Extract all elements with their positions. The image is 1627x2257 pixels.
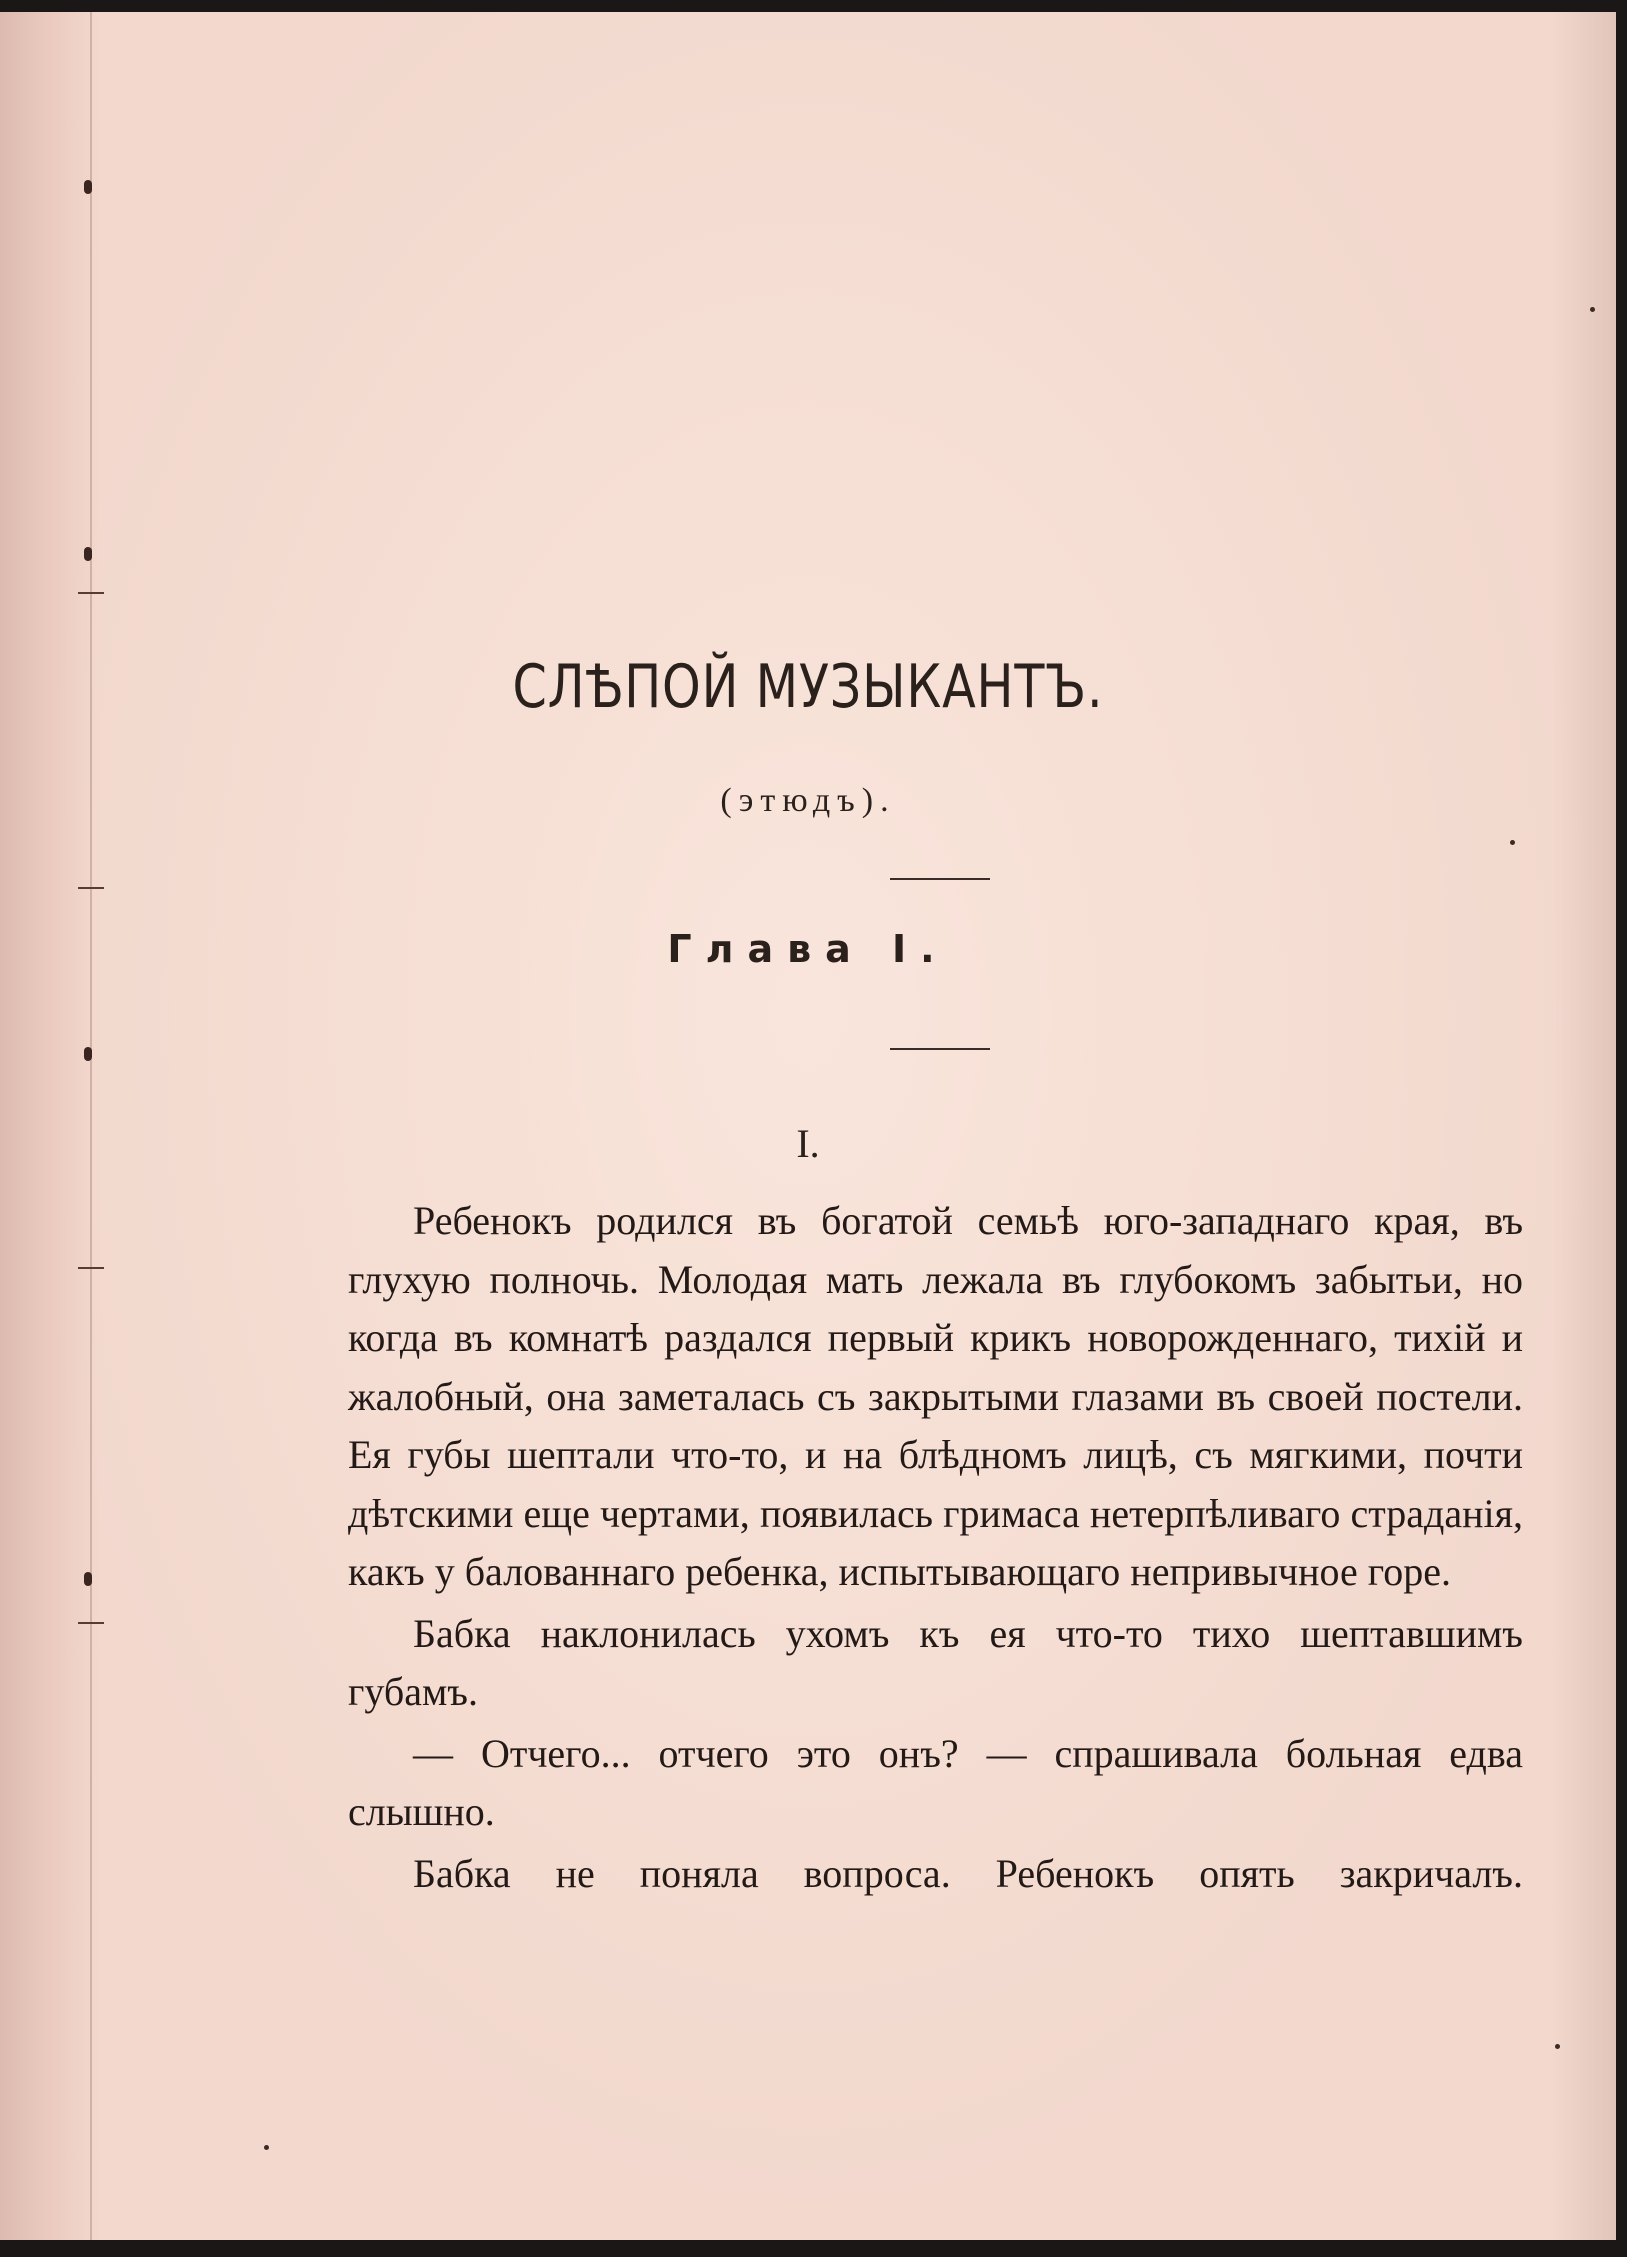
section-number: I. bbox=[796, 1121, 820, 1166]
paragraph: Ребенокъ родился въ богатой семьѣ юго-западнаго края, въ глухую полночь. Молодая мать лежала въ глубокомъ забытьи, но когда въ комнатѣ раздался первый крикъ новорожденнаго, тихій и жалобный, она заметалась съ закрытыми глазами въ своей постели. Ея губы шептали что-то, и на блѣдномъ лицѣ, съ мягкими, почти дѣтскими еще чертами, появилась гримаса нетерпѣливаго страданія, какъ у балованнаго ребенка, испытывающаго непривычное горе. bbox=[348, 1198, 1523, 1594]
body-text bbox=[348, 1192, 1523, 1906]
binding-stitch bbox=[78, 1622, 104, 1624]
page-title: СЛѢПОЙ МУЗЫКАНТЪ. bbox=[512, 652, 1104, 722]
book-page bbox=[0, 12, 1616, 2240]
chapter-heading: Глава I. bbox=[667, 927, 949, 971]
title-divider bbox=[890, 878, 990, 880]
binding-stitch bbox=[78, 1267, 104, 1269]
binding-stitch-mark bbox=[84, 547, 92, 561]
binding-stitch bbox=[78, 592, 104, 594]
chapter-divider bbox=[890, 1048, 990, 1050]
paper-speck bbox=[1510, 840, 1515, 845]
reverse-page-bleed-through bbox=[340, 297, 1520, 1177]
paper-speck bbox=[264, 2145, 269, 2150]
paper-speck bbox=[1555, 2044, 1560, 2049]
paragraph: — Отчего... отчего это онъ? — спрашивала больная едва слышно. bbox=[348, 1730, 1523, 1834]
paragraph: Бабка наклонилась ухомъ къ ея что-то тихо шептавшимъ губамъ. bbox=[348, 1610, 1523, 1714]
binding-stitch bbox=[78, 887, 104, 889]
paragraph: Бабка не поняла вопроса. Ребенокъ опять закричалъ. bbox=[413, 1850, 1523, 1896]
binding-stitch-mark bbox=[84, 1572, 92, 1586]
binding-stitch-mark bbox=[84, 1047, 92, 1061]
binding-stitch-mark bbox=[84, 180, 92, 194]
page-subtitle: (этюдъ). bbox=[720, 782, 896, 819]
paper-speck bbox=[1590, 307, 1595, 312]
